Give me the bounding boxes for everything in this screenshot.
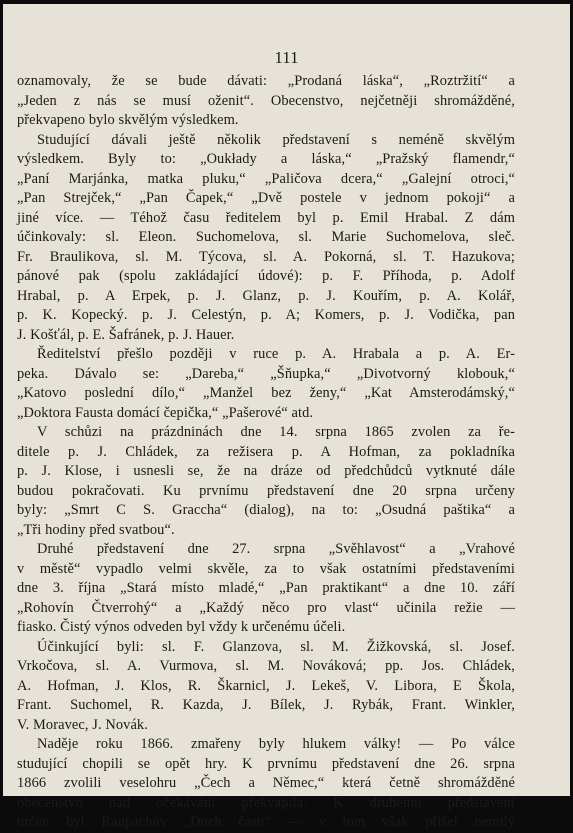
text-line: v městě“ vypadlo velmi skvěle, za to však ostatními představeními xyxy=(17,560,515,577)
page-number: 111 xyxy=(274,48,299,67)
text-line: „Tři hodiny před svatbou“. xyxy=(17,521,175,538)
text-line: „Paní Marjánka, matka pluku,“ „Paličova dcera,“ „Galejní otroci,“ xyxy=(17,170,515,187)
text-line: byly: „Smrt C S. Graccha“ (dialog), na to: „Osudná paštika“ a xyxy=(17,502,515,518)
text-line: „Rohovín Čtverrohý“ a „Každý něco pro vlast“ učinila režie — xyxy=(17,599,515,616)
text-line: „Jeden z nás se musí oženit“. Obecenstvo, nejčetněji shromážděné, xyxy=(17,92,515,109)
text-line: překvapeno bylo skvělým výsledkem. xyxy=(17,112,239,128)
text-line: „Pan Strejček,“ „Pan Čapek,“ „Dvě postele v jednom pokoji“ a xyxy=(17,190,515,206)
text-line: V. Moravec, J. Novák. xyxy=(17,716,148,733)
text-line: „Doktora Fausta domácí čepička,“ „Pašerové“ atd. xyxy=(17,404,314,421)
text-line: Druhé představení dne 27. srpna „Svěhlavost“ a „Vrahové xyxy=(37,541,515,557)
text-line: A. Hofman, J. Klos, R. Škarnicl, J. Lekeš, V. Libora, E Škola, xyxy=(17,677,515,694)
text-line: jiné více. — Téhož času ředitelem byl p. Emil Hrabal. Z dám xyxy=(17,209,515,226)
text-line: obecenstvo nad očekávání překvapila. K druhému představení xyxy=(17,794,515,811)
body-text xyxy=(17,72,515,833)
text-line: výsledkem. Byly to: „Oukłady a láska,“ „Pražský flamendr,“ xyxy=(17,151,515,167)
text-line: J. Košťál, p. E. Šafránek, p. J. Hauer. xyxy=(17,326,235,343)
text-line: Frant. Suchomel, R. Kazda, J. Bílek, J. Rybák, Frant. Winkler, xyxy=(17,697,515,713)
text-line: „Katovo poslední dílo,“ „Manžel bez ženy,“ „Kat Amsterodámský,“ xyxy=(17,385,515,401)
text-line: fiasko. Čistý výnos odveden byl vždy k určenému účeli. xyxy=(17,619,346,635)
text-line: budou pokračovati. Ku prvnímu představení dne 20 srpna určeny xyxy=(17,482,515,499)
text-line: dne 3. října „Stará místo mladé,“ „Pan praktikant“ a dne 10. září xyxy=(17,580,515,596)
text-line: Fr. Braulikova, sl. M. Týcova, sl. A. Pokorná, sl. T. Hazukova; xyxy=(17,248,515,265)
text-line: p. J. Klose, i usnesli se, že na dráze od předchůdců vytknuté dále xyxy=(17,463,515,479)
text-line: účinkovaly: sl. Eleon. Suchomelova, sl. Marie Suchomelova, sleč. xyxy=(17,229,515,245)
book-page xyxy=(3,4,570,830)
text-line: pánové pak (spolu zakládající údové): p. F. Příhoda, p. Adolf xyxy=(17,268,515,284)
text-line: oznamovaly, že se bude dávati: „Prodaná láska“, „Roztržití“ a xyxy=(17,73,515,89)
text-line: Ředitelství přešlo později v ruce p. A. Hrabala a p. A. Er- xyxy=(37,346,515,362)
text-line: Vrkočova, sl. A. Vurmova, sl. M. Nováková; pp. Jos. Chládek, xyxy=(17,658,515,674)
text-line: 1866 zvolili veselohru „Čech a Němec,“ která četně shromážděné xyxy=(17,775,515,791)
text-line: určen byl Raupachův „Duch času“ — v tom však přišel nemilý xyxy=(17,814,515,830)
text-line: V schůzi na prázdninách dne 14. srpna 1865 zvolen za ře- xyxy=(37,424,515,440)
text-line: Naděje roku 1866. zmařeny byly hlukem války! — Po válce xyxy=(37,736,515,752)
text-line: Hrabal, p. A Erpek, p. J. Glanz, p. J. Kouřím, p. A. Kolář, xyxy=(17,287,515,304)
text-line: Studující dávali ještě několik představení s neméně skvělým xyxy=(37,131,515,148)
text-line: ditele p. J. Chládek, za režisera p. A Hofman, za pokladníka xyxy=(17,443,515,460)
text-line: p. K. Kopecký. p. J. Celestýn, p. A; Komers, p. J. Vodička, pan xyxy=(17,307,515,323)
text-line: peka. Dávalo se: „Dareba,“ „Šňupka,“ „Divotvorný klobouk,“ xyxy=(17,365,515,382)
text-line: Účinkující byli: sl. F. Glanzova, sl. M. Žižkovská, sl. Josef. xyxy=(37,638,515,655)
text-line: studující chopili se opět hry. K prvnímu představení dne 26. srpna xyxy=(17,755,515,772)
